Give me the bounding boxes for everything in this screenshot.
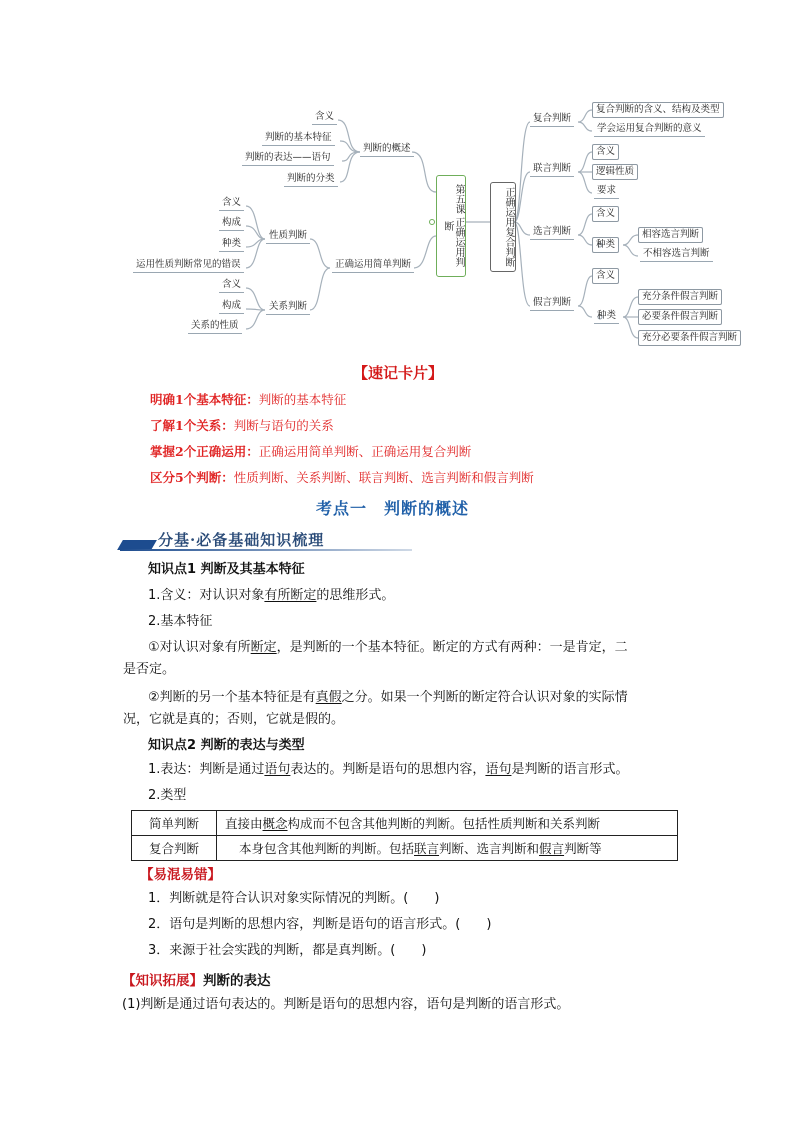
kp1-feature-2 <box>148 688 628 708</box>
mindmap-node-xingzhi-errors: 运用性质判断常见的错误 <box>133 258 244 273</box>
kp1-definition <box>148 586 394 606</box>
confuse-title: 【易混易错】 <box>140 867 221 883</box>
kp2-exp-keyword-1: 语句 <box>264 762 291 777</box>
simple-desc-keyword: 概念 <box>262 816 288 831</box>
compound-desc-keyword-2: 假言 <box>539 841 565 856</box>
expand-bracket: 【知识拓展】 <box>122 973 203 989</box>
mindmap-node-guanxi: 关系判断 <box>266 300 310 315</box>
table-cell-simple-head: 简单判断 <box>132 811 217 836</box>
card-line-1 <box>150 390 346 408</box>
kp1-p2-pre: ②判断的另一个基本特征是有 <box>148 690 316 705</box>
mindmap-node-fuhe-significance: 学会运用复合判断的意义 <box>594 122 705 137</box>
mindmap-node-xingzhi-meaning: 含义 <box>219 196 244 211</box>
simple-desc-pre: 直接由 <box>225 816 263 831</box>
card-line-4-text: 性质判断、关系判断、联言判断、选言判断和假言判断 <box>233 470 534 485</box>
kp2-exp-post: 是判断的语言形式。 <box>511 762 629 777</box>
mindmap-node-simple: 正确运用简单判断 <box>332 258 414 273</box>
mindmap-node-xingzhi-types: 种类 <box>219 237 244 252</box>
kp2-exp-pre: 1.表达：判断是通过 <box>148 762 265 777</box>
card-line-3-text: 正确运用简单判断、正确运用复合判断 <box>258 444 472 459</box>
expand-header <box>122 969 271 989</box>
mindmap-node-lianyan-logic: 逻辑性质 <box>592 164 638 180</box>
banner-title: 分基·必备基础知识梳理 <box>158 531 325 549</box>
mindmap-node-jiayan-sufficient: 充分条件假言判断 <box>638 289 722 305</box>
kp1-title: 知识点1 判断及其基本特征 <box>148 562 305 577</box>
compound-desc-post: 判断等 <box>564 841 602 856</box>
card-line-2-text: 判断与语句的关系 <box>233 418 334 433</box>
simple-desc-post: 构成而不包含其他判断的判断。包括性质判断和关系判断 <box>287 816 601 831</box>
kp1-def-post: 的思维形式。 <box>316 588 395 603</box>
mind-map-connectors <box>0 0 800 360</box>
table-cell-compound-desc <box>217 836 678 861</box>
card-line-3-label: 掌握2个正确运用： <box>150 444 259 459</box>
mindmap-node-fuhe: 复合判断 <box>530 112 574 127</box>
confuse-item-1: 1．判断就是符合认识对象实际情况的判断。( ) <box>148 891 440 906</box>
kp2-title: 知识点2 判断的表达与类型 <box>148 738 305 753</box>
mindmap-node-concept-classification: 判断的分类 <box>284 172 338 187</box>
mindmap-center-left: 第五课 正确运用判断 <box>436 175 466 277</box>
mindmap-node-jiayan-types: 种类 <box>594 309 619 324</box>
confuse-item-2: 2．语句是判断的思想内容，判断是语句的语言形式。( ) <box>148 917 492 932</box>
mindmap-node-xuanyan-types: 种类 <box>592 237 619 253</box>
kp2-expression <box>148 760 628 780</box>
mindmap-node-jiayan-sufficient-necessary: 充分必要条件假言判断 <box>638 330 741 346</box>
mindmap-node-lianyan-meaning: 含义 <box>592 144 619 160</box>
table-cell-compound-head: 复合判断 <box>132 836 217 861</box>
card-line-2 <box>150 416 334 434</box>
mindmap-node-xuanyan-compatible: 相容选言判断 <box>638 227 703 243</box>
compound-desc-pre: 本身包含其他判断的判断。包括 <box>239 841 415 856</box>
mindmap-node-lianyan: 联言判断 <box>530 162 574 177</box>
kp1-p1-post: ，是判断的一个基本特征。断定的方式有两种：一是肯定，二 <box>276 640 628 655</box>
table-row <box>132 811 678 836</box>
kp2-type-title: 2.类型 <box>148 788 187 803</box>
kp1-def-pre: 1.含义：对认识对象 <box>148 588 265 603</box>
card-line-2-label: 了解1个关系： <box>150 418 234 433</box>
mind-map <box>0 0 800 360</box>
mindmap-node-jiayan-necessary: 必要条件假言判断 <box>638 309 722 325</box>
mindmap-node-concept-meaning: 含义 <box>312 110 337 125</box>
table-row <box>132 836 678 861</box>
mindmap-node-xingzhi: 性质判断 <box>266 229 310 244</box>
section-title: 考点一 判断的概述 <box>316 499 470 518</box>
mindmap-node-jiayan-meaning: 含义 <box>592 268 619 284</box>
kp1-feature-2-line2: 况，它就是真的；否则，它就是假的。 <box>123 712 345 727</box>
card-line-4 <box>150 468 534 486</box>
kp1-def-keyword: 有所断定 <box>264 588 317 603</box>
mindmap-node-concept-expression: 判断的表达——语句 <box>242 151 334 166</box>
kp1-p2-post: 之分。如果一个判断的断定符合认识对象的实际情 <box>341 690 628 705</box>
mindmap-node-xuanyan: 选言判断 <box>530 225 574 240</box>
mindmap-node-guanxi-structure: 构成 <box>219 299 244 314</box>
mindmap-node-lianyan-requirement: 要求 <box>594 184 619 199</box>
card-line-1-label: 明确1个基本特征： <box>150 392 259 407</box>
mindmap-node-xuanyan-incompatible: 不相容选言判断 <box>640 247 713 262</box>
table-cell-simple-desc <box>217 811 678 836</box>
kp2-exp-keyword-2: 语句 <box>485 762 512 777</box>
card-line-4-label: 区分5个判断： <box>150 470 234 485</box>
expand-title: 判断的表达 <box>203 973 271 989</box>
compound-desc-keyword-1: 联言 <box>414 841 440 856</box>
kp1-p2-keyword: 真假 <box>315 690 342 705</box>
card-line-3 <box>150 442 471 460</box>
mindmap-node-concept-feature: 判断的基本特征 <box>262 131 335 146</box>
kp1-p1-keyword: 断定 <box>250 640 277 655</box>
mindmap-node-jiayan: 假言判断 <box>530 296 574 311</box>
expand-line-1: (1)判断是通过语句表达的。判断是语句的思想内容，语句是判断的语言形式。 <box>122 997 570 1012</box>
judgment-type-table <box>131 810 678 861</box>
kp1-p1-pre: ①对认识对象有所 <box>148 640 251 655</box>
mindmap-node-guanxi-meaning: 含义 <box>219 278 244 293</box>
kp1-feature-title: 2.基本特征 <box>148 614 213 629</box>
card-title: 【速记卡片】 <box>353 364 444 382</box>
card-line-1-text: 判断的基本特征 <box>258 392 347 407</box>
mindmap-node-xingzhi-structure: 构成 <box>219 216 244 231</box>
kp2-exp-mid: 表达的。判断是语句的思想内容， <box>290 762 486 777</box>
kp1-feature-1-line2: 是否定。 <box>123 662 176 677</box>
confuse-item-3: 3．来源于社会实践的判断，都是真判断。( ) <box>148 943 427 958</box>
mindmap-node-xuanyan-meaning: 含义 <box>592 206 619 222</box>
mindmap-node-concept: 判断的概述 <box>360 142 414 157</box>
compound-desc-mid: 判断、选言判断和 <box>439 841 540 856</box>
kp1-feature-1 <box>148 638 628 658</box>
mindmap-node-fuhe-meaning: 复合判断的含义、结构及类型 <box>592 102 724 118</box>
mindmap-node-guanxi-property: 关系的性质 <box>188 319 242 334</box>
mindmap-center-right: 正确运用复合判断 <box>490 182 516 272</box>
